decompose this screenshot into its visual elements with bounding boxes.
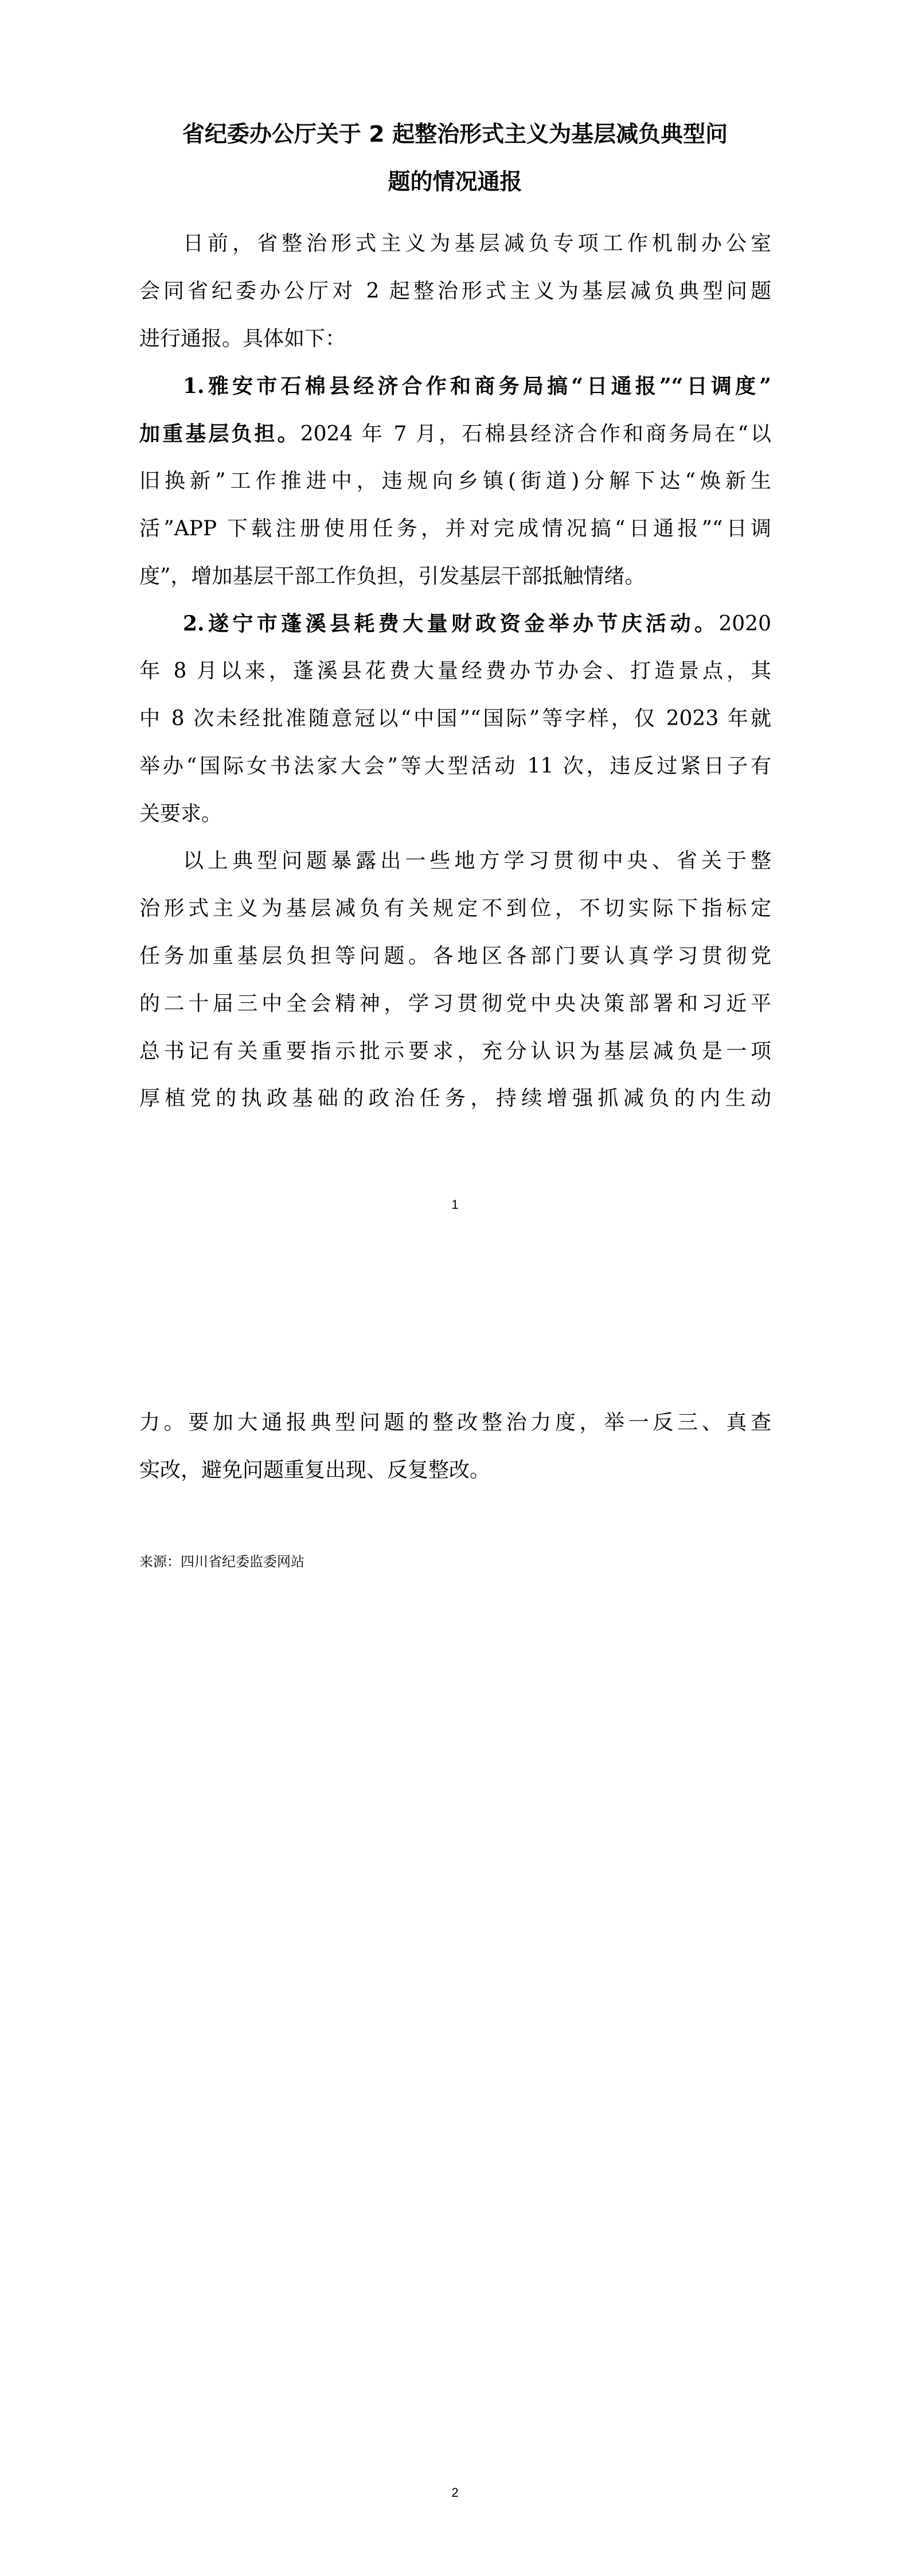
paragraph-line xyxy=(139,752,771,781)
paragraph-line xyxy=(139,990,771,1018)
document-title-line-1: 省纪委办公厅关于 2 起整治形式主义为基层减负典型问 xyxy=(182,122,728,147)
paragraph-line xyxy=(139,562,771,591)
body-text: 厚植党的执政基础的政治任务，持续增强抓减负的内生动 xyxy=(139,1087,771,1111)
paragraph-line xyxy=(139,657,771,686)
paragraph-line xyxy=(139,1084,771,1113)
paragraph-line xyxy=(139,942,771,971)
body-text: 总书记有关重要指示批示要求，充分认识为基层减负是一项 xyxy=(139,1039,771,1063)
page-number: 1 xyxy=(451,1197,459,1212)
body-text: 2020 xyxy=(718,612,771,636)
body-text: 的二十届三中全会精神，学习贯彻党中央决策部署和习近平 xyxy=(139,991,771,1015)
body-text: 以上典型问题暴露出一些地方学习贯彻中央、省关于整 xyxy=(183,849,771,873)
body-text: 中 8 次未经批准随意冠以“中国”“国际”等字样，仅 2023 年就 xyxy=(139,707,771,730)
paragraph-line xyxy=(139,325,771,353)
paragraph-line xyxy=(139,1456,771,1485)
paragraph-line xyxy=(139,705,771,733)
body-text: 年 8 月以来，蓬溪县花费大量经费办节办会、打造景点，其 xyxy=(139,659,771,683)
body-text: 力。要加大通报典型问题的整改整治力度，举一反三、真查 xyxy=(139,1411,771,1434)
paragraph-line xyxy=(139,1037,771,1066)
body-text: 进行通报。具体如下： xyxy=(139,326,346,351)
source-attribution: 来源：四川省纪委监委网站 xyxy=(139,1554,304,1570)
bold-heading-text: 2.遂宁市蓬溪县耗费大量财政资金举办节庆活动。 xyxy=(183,612,719,636)
body-text: 任务加重基层负担等问题。各地区各部门要认真学习贯彻党 xyxy=(139,944,771,968)
body-text: 度”，增加基层干部工作负担，引发基层干部抵触情绪。 xyxy=(139,564,646,588)
body-text: 活”APP 下载注册使用任务，并对完成情况搞“日通报”“日调 xyxy=(139,516,771,540)
bold-heading-text: 加重基层负担。 xyxy=(139,422,300,446)
body-text: 治形式主义为基层减负有关规定不到位，不切实际下指标定 xyxy=(139,897,771,921)
body-text: 旧换新”工作推进中，违规向乡镇(街道)分解下达“焕新生 xyxy=(139,469,771,493)
document-page-2 xyxy=(0,1288,910,2576)
paragraph-line xyxy=(139,467,771,496)
body-text: 关要求。 xyxy=(139,801,222,826)
document-title-line-2: 题的情况通报 xyxy=(388,169,522,195)
paragraph-line xyxy=(183,847,771,875)
paragraph-line xyxy=(183,229,771,258)
paragraph-line xyxy=(139,277,771,306)
paragraph-line xyxy=(183,609,771,638)
paragraph-line xyxy=(139,1408,771,1437)
body-text: 实改，避免问题重复出现、反复整改。 xyxy=(139,1458,491,1482)
body-text: 举办“国际女书法家大会”等大型活动 11 次，违反过紧日子有 xyxy=(139,754,771,778)
body-text: 会同省纪委办公厅对 2 起整治形式主义为基层减负典型问题 xyxy=(139,279,771,303)
paragraph-line xyxy=(183,372,771,400)
paragraph-line xyxy=(139,800,771,828)
paragraph-line xyxy=(139,515,771,543)
body-text: 2024 年 7 月，石棉县经济合作和商务局在“以 xyxy=(300,422,771,446)
body-text: 日前，省整治形式主义为基层减负专项工作机制办公室 xyxy=(183,232,771,255)
paragraph-line xyxy=(139,419,771,448)
page-number: 2 xyxy=(451,2485,459,2500)
paragraph-line xyxy=(139,894,771,923)
bold-heading-text: 1.雅安市石棉县经济合作和商务局搞“日通报”“日调度” xyxy=(183,374,771,399)
